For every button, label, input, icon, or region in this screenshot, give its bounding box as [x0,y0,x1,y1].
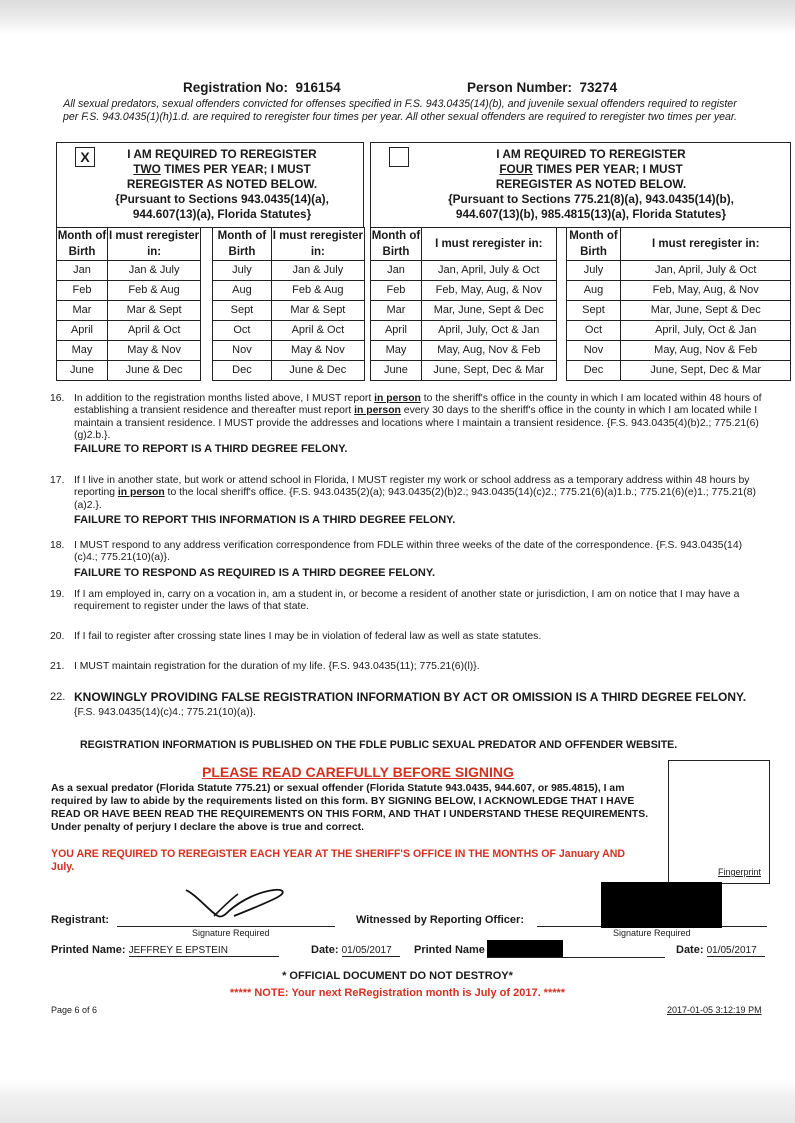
four-times-table-row [371,361,791,381]
four-times-month-right: July [566,261,621,281]
four-times-months-left: Jan, April, July & Oct [421,261,556,281]
four-times-month-right: Sept [566,301,621,321]
two-times-gap [201,361,213,381]
two-times-months-right: Jan & July [271,261,364,281]
page-number: Page 6 of 6 [51,1005,98,1015]
two-times-month-right: July [213,261,272,281]
four-times-months-right: May, Aug, Nov & Feb [621,341,791,361]
two-col-month-left: Month of Birth [57,228,108,261]
item-16-felony: FAILURE TO REPORT IS A THIRD DEGREE FELONY. [74,442,348,455]
four-times-line4: {Pursuant to Sections 775.21(8)(a), 943.0435(14)(b), [448,192,734,206]
four-times-panel [370,142,791,228]
four-times-months-left: Mar, June, Sept & Dec [421,301,556,321]
two-times-month-left: Mar [57,301,108,321]
four-times-gap [556,281,566,301]
four-times-month-right: Aug [566,281,621,301]
four-times-gap [556,321,566,341]
two-times-month-right: Aug [213,281,272,301]
timestamp: 2017-01-05 3:12:19 PM [667,1005,762,1015]
four-times-months-left: June, Sept, Dec & Mar [421,361,556,381]
item-16: 16. In addition to the registration months listed above, I MUST report in person to the sheriff's office in the county in which I am located within 48 hours of establishing a transient residence and thereafter must report in person every 30 days to the sheriff's office in the county in which I am located while I maintain a transient residence. I MUST provide the addresses and locations where I maintain a transient residence. {F.S. 943.0435(4)(b)2.; 775.21(6)(g)2.b.}. FAILURE TO REPORT IS A THIRD DEGREE FELONY. [50,393,765,455]
four-times-month-left: Jan [371,261,422,281]
registrant-signature [178,884,293,924]
two-times-gap [201,341,213,361]
two-times-month-right: Nov [213,341,272,361]
four-times-month-left: Feb [371,281,422,301]
two-times-months-right: April & Oct [271,321,364,341]
two-times-table-row [57,301,365,321]
four-times-month-left: May [371,341,422,361]
fingerprint-label: Fingerprint [717,867,761,877]
item-22: 22. KNOWINGLY PROVIDING FALSE REGISTRATION INFORMATION BY ACT OR OMISSION IS A THIRD DEGREE FELONY.{F.S. 943.0435(14)(c)4.; 775.21(10)(a)}. [50,690,747,718]
two-times-months-right: June & Dec [271,361,364,381]
four-times-line5: 944.607(13)(b), 985.4815(13)(a), Florida Statutes} [455,207,727,221]
published-notice: REGISTRATION INFORMATION IS PUBLISHED ON THE FDLE PUBLIC SEXUAL PREDATOR AND OFFENDER WEBSITE. [80,739,678,751]
four-times-gap [556,301,566,321]
four-times-months-right: Mar, June, Sept & Dec [621,301,791,321]
two-times-months-left: May & Nov [107,341,200,361]
two-times-panel [56,142,364,228]
scan-edge-top [0,0,795,34]
four-times-gap [556,361,566,381]
four-times-months-right: June, Sept, Dec & Mar [621,361,791,381]
four-times-month-left: Mar [371,301,422,321]
two-times-month-left: Jan [57,261,108,281]
four-times-gap [556,261,566,281]
item-18-felony: FAILURE TO RESPOND AS REQUIRED IS A THIRD DEGREE FELONY. [74,566,436,579]
person-number: Person Number: 73274 [467,80,618,95]
four-times-table-row [371,341,791,361]
two-times-month-left: April [57,321,108,341]
four-times-line2: TIMES PER YEAR; I MUST [532,162,683,176]
registrant-label: Registrant: [51,914,110,926]
four-col-must-right: I must reregister in: [621,228,791,261]
four-times-month-left: April [371,321,422,341]
four-times-table-row [371,301,791,321]
four-col-month-left: Month of Birth [371,228,422,261]
two-times-line3: REREGISTER AS NOTED BELOW. [126,177,318,191]
four-col-must-left: I must reregister in: [421,228,556,261]
two-times-table [56,227,365,381]
please-read-heading: PLEASE READ CAREFULLY BEFORE SIGNING [202,764,514,780]
item-17-felony: FAILURE TO REPORT THIS INFORMATION IS A THIRD DEGREE FELONY. [74,514,456,527]
two-times-months-right: May & Nov [271,341,364,361]
officer-name-line[interactable] [487,957,665,958]
four-times-month-right: Dec [566,361,621,381]
four-times-months-right: Jan, April, July & Oct [621,261,791,281]
two-times-months-left: Mar & Sept [107,301,200,321]
two-times-month-left: June [57,361,108,381]
registration-number: Registration No: 916154 [183,80,341,95]
intro-paragraph: All sexual predators, sexual offenders convicted for offenses specified in F.S. 943.0435(14)(b), and juvenile sexual offenders required to register per F.S. 943.0435(1)(h)1.d. are required to reregister four times per year. All other sexual offenders are required to reregister two times per year. [62,98,737,123]
two-times-table-row [57,281,365,301]
four-times-underlined: FOUR [499,162,533,176]
date-row: Date: 01/05/2017 [311,944,400,957]
two-times-line5: 944.607(13)(a), Florida Statutes} [132,207,312,221]
four-times-month-right: Nov [566,341,621,361]
two-times-month-right: Sept [213,301,272,321]
official-document: * OFFICIAL DOCUMENT DO NOT DESTROY* [282,970,513,982]
two-times-month-left: Feb [57,281,108,301]
four-times-months-left: May, Aug, Nov & Feb [421,341,556,361]
two-times-checkbox[interactable]: X [75,147,95,167]
officer-signature-required: Signature Required [613,928,691,938]
printed-name-value: JEFFREY E EPSTEIN [129,945,279,957]
acknowledgement-text: As a sexual predator (Florida Statute 775.21) or sexual offender (Florida Statute 943.0435, 944.607, or 985.4815), I am required by law to abide by the requirements listed on this form. BY SIGNING BELOW, I ACKNOWLEDGE THAT I HAVE READ OR HAVE BEEN READ THE REQUIREMENTS ON THIS FORM, AND THAT I UNDERSTAND THESE REQUIREMENTS. Under penalty of perjury I declare the above is true and correct. [51,783,649,833]
two-times-months-left: Jan & July [107,261,200,281]
four-times-gap [556,341,566,361]
two-times-months-right: Mar & Sept [271,301,364,321]
four-times-month-right: Oct [566,321,621,341]
two-times-table-row [57,341,365,361]
two-col-month-right: Month of Birth [213,228,272,261]
two-col-must-right: I must reregister in: [271,228,364,261]
officer-name-redaction [487,940,563,958]
two-times-gap [201,321,213,341]
four-times-table [370,227,791,381]
two-times-month-left: May [57,341,108,361]
two-times-gap [201,261,213,281]
four-times-months-right: April, July, Oct & Jan [621,321,791,341]
two-times-gap [201,301,213,321]
two-times-months-right: Feb & Aug [271,281,364,301]
item-18: 18. I MUST respond to any address verification correspondence from FDLE within three weeks of the date of the correspondence. {F.S. 943.0435(14)(c)4.; 775.21(10)(a)}. FAILURE TO RESPOND AS REQUIRED IS A THIRD DEGREE FELONY. [50,540,765,579]
officer-date-row: Date: 01/05/2017 [676,944,765,957]
two-times-line2: TIMES PER YEAR; I MUST [160,162,311,176]
registrant-signature-line[interactable] [117,926,335,927]
four-times-table-row [371,281,791,301]
two-times-underlined: TWO [133,162,161,176]
four-times-line3: REREGISTER AS NOTED BELOW. [495,177,687,191]
two-times-months-left: June & Dec [107,361,200,381]
four-times-table-row [371,321,791,341]
four-times-months-left: April, July, Oct & Jan [421,321,556,341]
officer-signature-redaction [601,882,722,928]
two-times-months-left: April & Oct [107,321,200,341]
two-times-month-right: Dec [213,361,272,381]
four-times-table-row [371,261,791,281]
two-times-table-row [57,321,365,341]
two-times-table-row [57,261,365,281]
four-times-line1: I AM REQUIRED TO REREGISTER [496,147,686,161]
item-19: 19. If I am employed in, carry on a vocation in, am a student in, or become a resident of another state or jurisdiction, I am on notice that I may have a requirement to register under the laws of that state. [50,589,740,613]
two-times-line1: I AM REQUIRED TO REREGISTER [127,147,317,161]
two-times-months-left: Feb & Aug [107,281,200,301]
printed-name-row: Printed Name: JEFFREY E EPSTEIN [51,944,279,957]
fingerprint-box [668,760,770,884]
next-reregistration-note: ***** NOTE: Your next ReRegistration month is July of 2017. ***** [229,987,566,999]
item-21: 21. I MUST maintain registration for the duration of my life. {F.S. 943.0435(11); 775.21(6)(l)}. [50,661,480,672]
two-times-gap [201,281,213,301]
item-17: 17. If I live in another state, but work or attend school in Florida, I MUST register my work or school address as a temporary address within 48 hours by reporting in person to the local sheriff's office. {F.S. 943.0435(2)(a); 943.0435(2)(b)2.; 943.0435(14)(c)2.; 775.21(6)(a)1.b.; 775.21(6)(e)1.; 775.21(8)(a)2.}. FAILURE TO REPORT THIS INFORMATION IS A THIRD DEGREE FELONY. [50,475,765,527]
two-times-line4: {Pursuant to Sections 943.0435(14)(a), [115,192,329,206]
reregister-notice: YOU ARE REQUIRED TO REREGISTER EACH YEAR AT THE SHERIFF'S OFFICE IN THE MONTHS OF January AND July. [51,848,626,873]
four-times-months-right: Feb, May, Aug, & Nov [621,281,791,301]
four-times-months-left: Feb, May, Aug, & Nov [421,281,556,301]
date-value: 01/05/2017 [342,945,400,957]
witness-label: Witnessed by Reporting Officer: [356,914,524,926]
four-col-month-right: Month of Birth [566,228,621,261]
four-times-month-left: June [371,361,422,381]
two-times-month-right: Oct [213,321,272,341]
item-20: 20. If I fail to register after crossing state lines I may be in violation of federal law as well as state statutes. [50,631,542,642]
officer-printed-name-label: Printed Name [414,944,485,956]
two-col-must-left: I must reregister in: [107,228,200,261]
registrant-signature-required: Signature Required [192,928,270,938]
officer-date-value: 01/05/2017 [707,945,765,957]
two-times-table-row [57,361,365,381]
scan-edge-bottom [0,1080,795,1123]
